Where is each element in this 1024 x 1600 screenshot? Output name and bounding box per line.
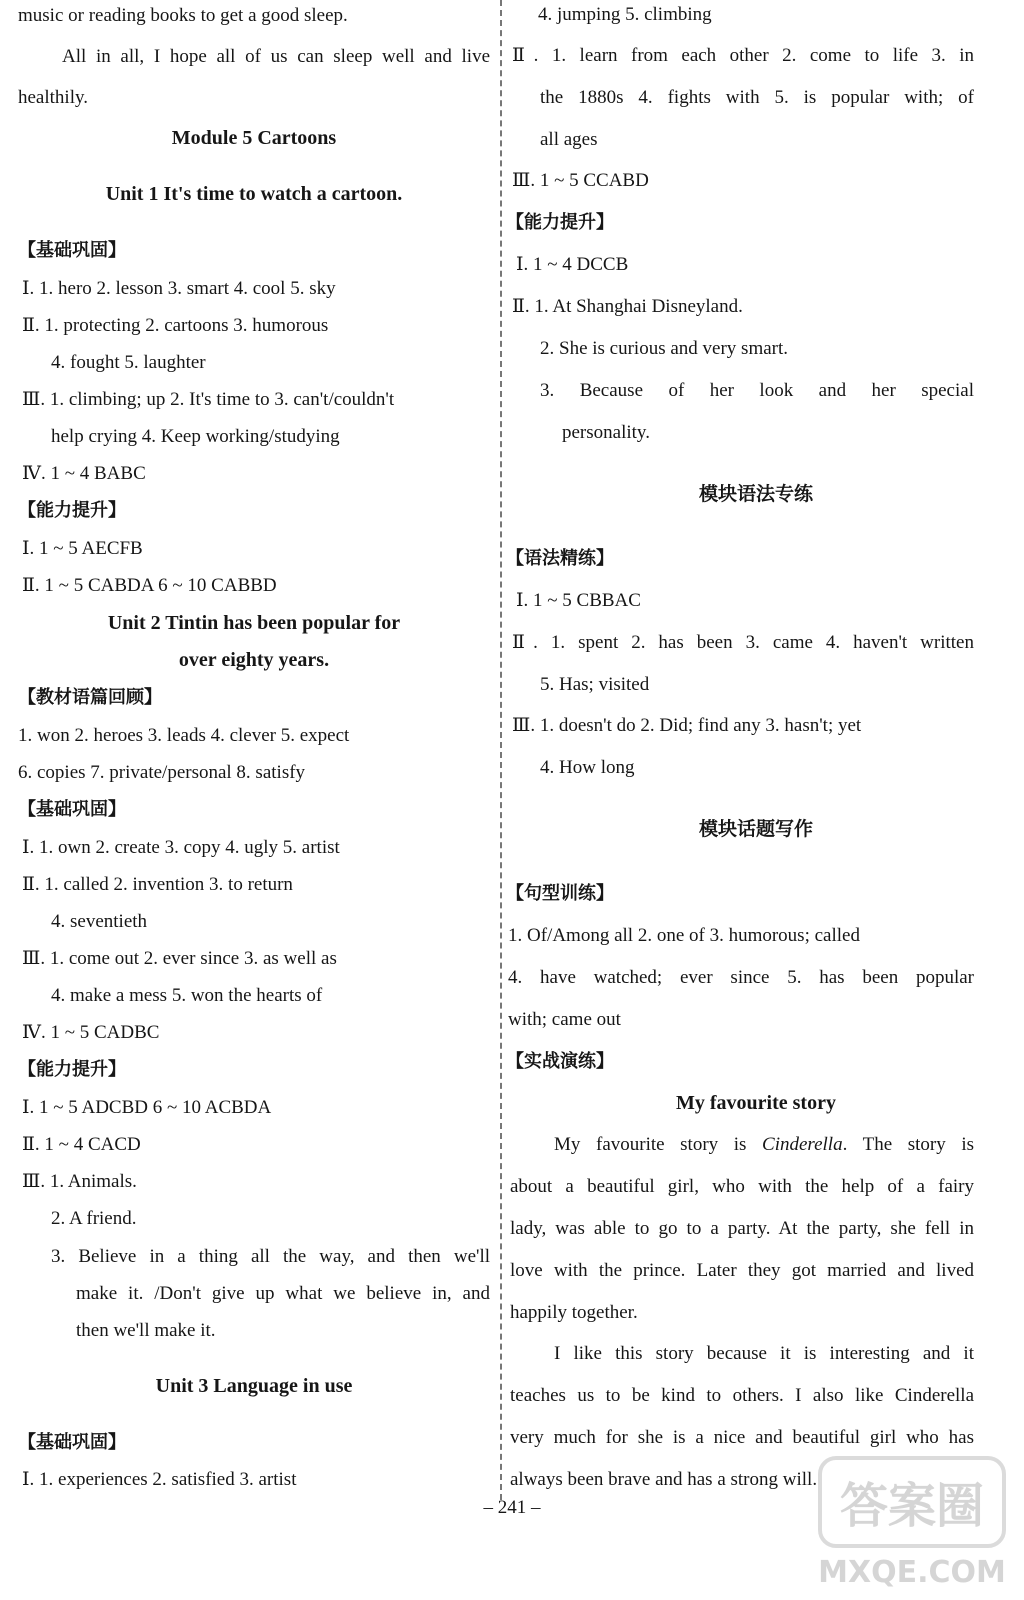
essay-title: My favourite story	[676, 1092, 836, 1114]
text-line: healthily.	[18, 87, 88, 108]
answer-line: 4. have watched; ever since 5. has been popular	[508, 967, 974, 988]
answer-line: Ⅱ. 1. called 2. invention 3. to return	[22, 874, 293, 895]
answer-line: 3. Believe in a thing all the way, and then we'll	[51, 1246, 490, 1267]
answer-line: the 1880s 4. fights with 5. is popular with; of	[540, 87, 974, 108]
section-header: 【句型训练】	[506, 883, 614, 904]
answer-line: 1. won 2. heroes 3. leads 4. clever 5. expect	[18, 725, 350, 746]
answer-line: 6. copies 7. private/personal 8. satisfy	[18, 762, 306, 783]
section-header: 【基础巩固】	[18, 240, 126, 261]
answer-line: Ⅱ. 1 ~ 5 CABDA 6 ~ 10 CABBD	[22, 575, 277, 596]
answer-line: 1. Of/Among all 2. one of 3. humorous; called	[508, 925, 860, 946]
section-header: 【基础巩固】	[18, 1432, 126, 1453]
answer-line: Ⅳ. 1 ~ 4 BABC	[22, 463, 146, 484]
answer-line: 2. She is curious and very smart.	[540, 338, 789, 359]
answer-line: Ⅲ. 1. doesn't do 2. Did; find any 3. hasn't; yet	[512, 715, 862, 736]
essay-line: always been brave and has a strong will.	[510, 1469, 818, 1490]
section-header: 【能力提升】	[18, 500, 126, 521]
answer-line: 4. How long	[540, 757, 635, 778]
answer-line: Ⅰ. 1. hero 2. lesson 3. smart 4. cool 5. sky	[22, 278, 336, 299]
answer-line: then we'll make it.	[76, 1320, 216, 1341]
answer-line: personality.	[562, 422, 650, 443]
answer-line: 4. make a mess 5. won the hearts of	[51, 985, 323, 1006]
answer-line: 5. Has; visited	[540, 674, 650, 695]
answer-line: Ⅲ. 1. Animals.	[22, 1171, 137, 1192]
text-line: All in all, I hope all of us can sleep well and live	[62, 46, 490, 67]
answer-line: Ⅲ. 1 ~ 5 CCABD	[512, 170, 649, 191]
section-header: 【教材语篇回顾】	[18, 687, 162, 708]
essay-text: My favourite story is	[554, 1134, 763, 1155]
answer-line: Ⅱ. 1. protecting 2. cartoons 3. humorous	[22, 315, 329, 336]
grammar-title: 模块语法专练	[698, 483, 813, 505]
answer-line: Ⅰ. 1 ~ 5 AECFB	[22, 538, 143, 559]
page-number: – 241 –	[483, 1497, 541, 1518]
unit-title: Unit 2 Tintin has been popular for	[107, 612, 401, 634]
answer-line: all ages	[540, 129, 598, 150]
unit-title: over eighty years.	[178, 649, 330, 671]
unit-title: Unit 3 Language in use	[155, 1375, 353, 1397]
watermark-text-cn: 答案圈	[839, 1478, 985, 1534]
answer-line: Ⅲ. 1. climbing; up 2. It's time to 3. can't/couldn't	[22, 389, 395, 410]
answer-line: 2. A friend.	[51, 1208, 137, 1229]
answer-line: 4. fought 5. laughter	[51, 352, 206, 373]
answer-line: Ⅲ. 1. come out 2. ever since 3. as well as	[22, 948, 337, 969]
answer-line: Ⅰ. 1 ~ 5 ADCBD 6 ~ 10 ACBDA	[22, 1097, 272, 1118]
essay-line: love with the prince. Later they got married and lived	[510, 1260, 974, 1281]
answer-line: Ⅰ. 1 ~ 5 CBBAC	[516, 590, 641, 611]
section-header: 【能力提升】	[18, 1059, 126, 1080]
essay-line: teaches us to be kind to others. I also like Cinderella	[510, 1385, 974, 1406]
section-header: 【基础巩固】	[18, 799, 126, 820]
answer-line: 3. Because of her look and her special	[540, 380, 974, 401]
answer-line: Ⅰ. 1 ~ 4 DCCB	[516, 254, 629, 275]
answer-line: 4. jumping 5. climbing	[538, 4, 712, 25]
module-title: Module 5 Cartoons	[171, 127, 337, 149]
answer-line: make it. /Don't give up what we believe in, and	[76, 1283, 490, 1304]
watermark-logo	[812, 1448, 1012, 1598]
answer-line: Ⅱ. 1. At Shanghai Disneyland.	[512, 296, 743, 317]
answer-line: help crying 4. Keep working/studying	[51, 426, 340, 447]
answer-line: Ⅱ. 1 ~ 4 CACD	[22, 1134, 141, 1155]
essay-line	[554, 1133, 974, 1157]
essay-line: happily together.	[510, 1302, 638, 1323]
answer-line: with; came out	[508, 1009, 621, 1030]
essay-line: about a beautiful girl, who with the help of a fairy	[510, 1176, 974, 1197]
essay-line: lady, was able to go to a party. At the party, she fell in	[510, 1218, 974, 1239]
essay-line: I like this story because it is interesting and it	[554, 1343, 974, 1364]
answer-line: 4. seventieth	[51, 911, 148, 932]
answer-line: Ⅱ. 1. spent 2. has been 3. came 4. haven't written	[512, 632, 974, 653]
section-header: 【能力提升】	[506, 212, 614, 233]
essay-line: very much for she is a nice and beautiful girl who has	[510, 1427, 974, 1448]
answer-line: Ⅰ. 1. experiences 2. satisfied 3. artist	[22, 1469, 297, 1490]
column-divider	[500, 0, 502, 1500]
unit-title: Unit 1 It's time to watch a cartoon.	[105, 183, 403, 205]
essay-text: . The story is	[842, 1134, 974, 1155]
section-header: 【语法精练】	[506, 548, 614, 569]
essay-italic: Cinderella	[762, 1134, 843, 1155]
watermark-text-url: MXQE.COM	[818, 1555, 1006, 1590]
answer-line: Ⅱ. 1. learn from each other 2. come to life 3. in	[512, 45, 974, 66]
section-header: 【实战演练】	[506, 1051, 614, 1072]
answer-line: Ⅳ. 1 ~ 5 CADBC	[22, 1022, 160, 1043]
writing-title: 模块话题写作	[698, 818, 813, 840]
answer-line: Ⅰ. 1. own 2. create 3. copy 4. ugly 5. artist	[22, 837, 340, 858]
text-line: music or reading books to get a good sleep.	[18, 5, 348, 26]
